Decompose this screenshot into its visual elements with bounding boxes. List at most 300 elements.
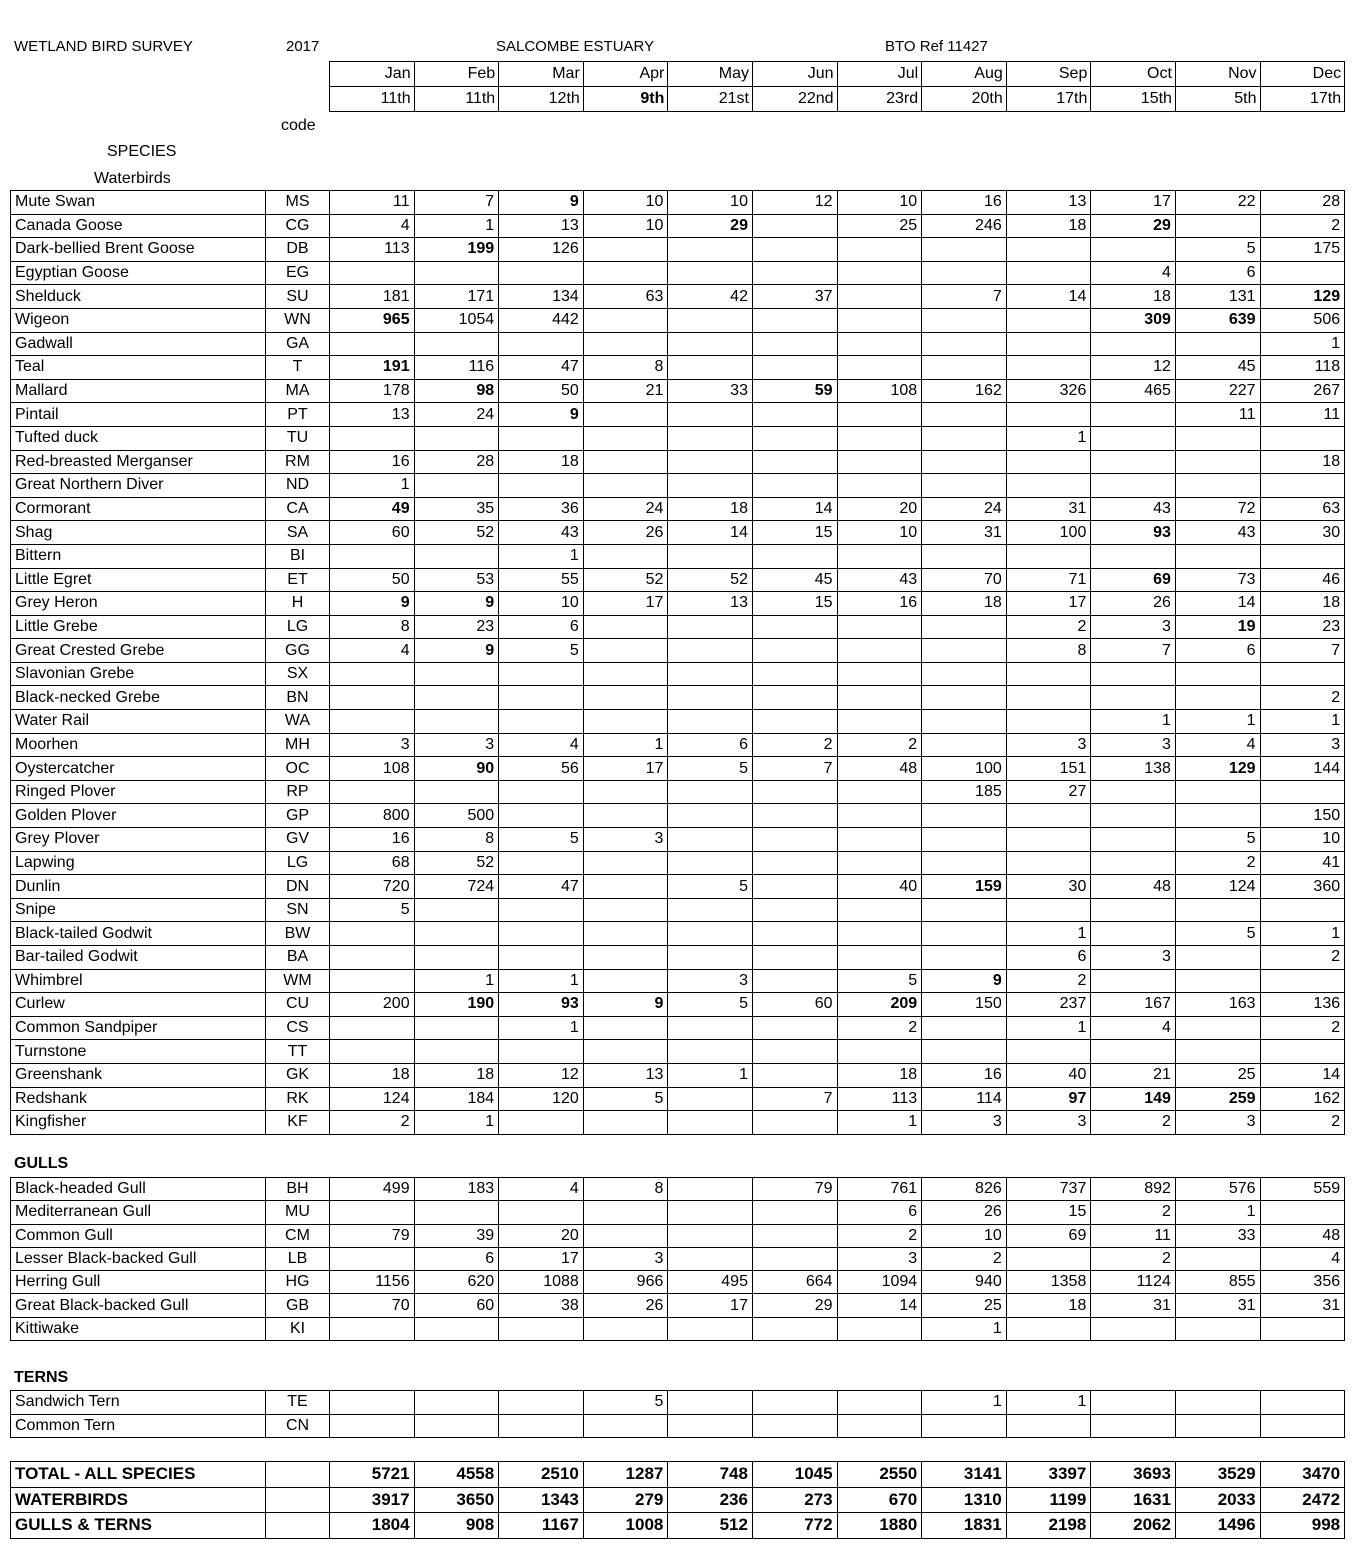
count-may <box>668 1414 753 1438</box>
species-code: MS <box>266 191 330 215</box>
count-dec: 2 <box>1260 1016 1345 1040</box>
count-oct: 3693 <box>1091 1462 1176 1488</box>
count-jul: 108 <box>837 379 922 403</box>
count-dec: 175 <box>1260 238 1345 262</box>
count-sep: 1 <box>1006 1391 1091 1415</box>
count-mar: 43 <box>499 521 584 545</box>
species-name: Redshank <box>11 1087 266 1111</box>
count-sep: 1358 <box>1006 1271 1091 1294</box>
terns-row-common-tern <box>11 1414 1345 1438</box>
count-jan: 191 <box>330 356 415 380</box>
species-name: Shelduck <box>11 285 266 309</box>
count-nov: 31 <box>1175 1294 1260 1317</box>
count-jun <box>752 356 837 380</box>
count-may <box>668 426 753 450</box>
species-name: Black-necked Grebe <box>11 686 266 710</box>
count-jul <box>837 1040 922 1064</box>
species-code: CM <box>266 1224 330 1247</box>
count-jun <box>752 1224 837 1247</box>
count-dec <box>1260 1040 1345 1064</box>
count-feb <box>414 922 499 946</box>
species-name: Kittiwake <box>11 1317 266 1340</box>
waterbirds-row-lapwing <box>11 851 1345 875</box>
count-nov <box>1175 474 1260 498</box>
count-oct: 21 <box>1091 1063 1176 1087</box>
species-code: GV <box>266 828 330 852</box>
count-jul: 43 <box>837 568 922 592</box>
species-code: BI <box>266 544 330 568</box>
count-apr: 279 <box>583 1487 668 1513</box>
count-mar: 1343 <box>499 1487 584 1513</box>
count-oct: 2062 <box>1091 1513 1176 1539</box>
species-code: RP <box>266 780 330 804</box>
count-sep <box>1006 898 1091 922</box>
count-jun <box>752 1317 837 1340</box>
count-nov: 124 <box>1175 875 1260 899</box>
count-apr <box>583 426 668 450</box>
count-sep: 17 <box>1006 592 1091 616</box>
species-code: SX <box>266 662 330 686</box>
count-apr: 26 <box>583 521 668 545</box>
count-oct <box>1091 450 1176 474</box>
count-sep: 71 <box>1006 568 1091 592</box>
count-jan <box>330 544 415 568</box>
count-aug: 1831 <box>922 1513 1007 1539</box>
count-may: 6 <box>668 733 753 757</box>
count-mar: 9 <box>499 191 584 215</box>
waterbirds-row-red-breasted-merganser <box>11 450 1345 474</box>
count-nov <box>1175 1016 1260 1040</box>
count-jan <box>330 1016 415 1040</box>
species-name: Mallard <box>11 379 266 403</box>
count-feb: 183 <box>414 1178 499 1201</box>
count-oct <box>1091 804 1176 828</box>
count-nov <box>1175 780 1260 804</box>
count-oct <box>1091 780 1176 804</box>
count-feb: 9 <box>414 639 499 663</box>
site-name: SALCOMBE ESTUARY <box>496 38 655 55</box>
count-apr <box>583 710 668 734</box>
count-nov: 576 <box>1175 1178 1260 1201</box>
count-mar: 4 <box>499 1178 584 1201</box>
count-oct: 3 <box>1091 615 1176 639</box>
species-name: Canada Goose <box>11 214 266 238</box>
count-feb: 500 <box>414 804 499 828</box>
date-jun: 22nd <box>752 87 837 112</box>
gulls-row-black-headed-gull <box>11 1178 1345 1201</box>
count-may <box>668 780 753 804</box>
count-apr: 21 <box>583 379 668 403</box>
species-code: MA <box>266 379 330 403</box>
count-aug <box>922 804 1007 828</box>
count-apr <box>583 1201 668 1224</box>
count-jun <box>752 238 837 262</box>
count-jun: 60 <box>752 993 837 1017</box>
count-dec: 18 <box>1260 450 1345 474</box>
species-code: GG <box>266 639 330 663</box>
waterbirds-row-bar-tailed-godwit <box>11 946 1345 970</box>
count-oct: 3 <box>1091 946 1176 970</box>
count-oct <box>1091 969 1176 993</box>
count-dec <box>1260 969 1345 993</box>
count-oct: 7 <box>1091 639 1176 663</box>
count-mar: 13 <box>499 214 584 238</box>
count-mar: 47 <box>499 356 584 380</box>
count-jul <box>837 544 922 568</box>
count-jul: 761 <box>837 1178 922 1201</box>
count-feb: 171 <box>414 285 499 309</box>
count-aug: 1310 <box>922 1487 1007 1513</box>
count-nov: 259 <box>1175 1087 1260 1111</box>
species-code <box>266 1487 330 1513</box>
count-mar: 56 <box>499 757 584 781</box>
count-apr: 26 <box>583 1294 668 1317</box>
count-jan: 1804 <box>330 1513 415 1539</box>
species-name: Great Crested Grebe <box>11 639 266 663</box>
count-oct <box>1091 403 1176 427</box>
count-jul: 2 <box>837 1224 922 1247</box>
count-nov <box>1175 426 1260 450</box>
count-jun <box>752 662 837 686</box>
count-aug: 185 <box>922 780 1007 804</box>
species-name: Lesser Black-backed Gull <box>11 1247 266 1270</box>
count-aug: 25 <box>922 1294 1007 1317</box>
count-nov <box>1175 450 1260 474</box>
bto-reference: BTO Ref 11427 <box>885 38 988 55</box>
waterbirds-row-teal <box>11 356 1345 380</box>
species-code: RM <box>266 450 330 474</box>
count-nov: 1496 <box>1175 1513 1260 1539</box>
species-code: CS <box>266 1016 330 1040</box>
count-oct <box>1091 332 1176 356</box>
count-oct: 465 <box>1091 379 1176 403</box>
month-header-table <box>329 61 1345 112</box>
count-may <box>668 922 753 946</box>
count-jan: 16 <box>330 828 415 852</box>
species-code: GA <box>266 332 330 356</box>
count-feb <box>414 1040 499 1064</box>
count-feb <box>414 946 499 970</box>
gulls-row-great-black-backed-gull <box>11 1294 1345 1317</box>
count-oct: 1631 <box>1091 1487 1176 1513</box>
count-may <box>668 828 753 852</box>
count-apr: 5 <box>583 1391 668 1415</box>
species-code: TT <box>266 1040 330 1064</box>
species-name: Little Grebe <box>11 615 266 639</box>
count-jul <box>837 804 922 828</box>
species-name: Shag <box>11 521 266 545</box>
species-code: DB <box>266 238 330 262</box>
species-name: Grey Plover <box>11 828 266 852</box>
count-sep: 151 <box>1006 757 1091 781</box>
count-apr <box>583 332 668 356</box>
count-may: 33 <box>668 379 753 403</box>
count-jan <box>330 1414 415 1438</box>
count-nov: 72 <box>1175 497 1260 521</box>
count-aug <box>922 851 1007 875</box>
count-apr: 966 <box>583 1271 668 1294</box>
count-may <box>668 450 753 474</box>
count-nov: 19 <box>1175 615 1260 639</box>
totals-row-gulls-and-terns <box>11 1513 1345 1539</box>
count-jul <box>837 1414 922 1438</box>
count-aug: 162 <box>922 379 1007 403</box>
count-feb <box>414 710 499 734</box>
count-mar: 1 <box>499 1016 584 1040</box>
species-name: Greenshank <box>11 1063 266 1087</box>
count-nov: 855 <box>1175 1271 1260 1294</box>
count-jan <box>330 1201 415 1224</box>
count-may <box>668 898 753 922</box>
count-jun <box>752 639 837 663</box>
count-nov: 5 <box>1175 922 1260 946</box>
count-aug: 114 <box>922 1087 1007 1111</box>
count-feb: 60 <box>414 1294 499 1317</box>
species-code: MU <box>266 1201 330 1224</box>
count-oct: 1124 <box>1091 1271 1176 1294</box>
count-jun: 59 <box>752 379 837 403</box>
count-jun: 273 <box>752 1487 837 1513</box>
count-jan: 68 <box>330 851 415 875</box>
count-aug: 3141 <box>922 1462 1007 1488</box>
month-oct: Oct <box>1091 62 1176 87</box>
count-apr <box>583 308 668 332</box>
count-jan: 70 <box>330 1294 415 1317</box>
count-dec <box>1260 1414 1345 1438</box>
count-sep <box>1006 828 1091 852</box>
count-nov <box>1175 946 1260 970</box>
waterbirds-row-black-necked-grebe <box>11 686 1345 710</box>
count-aug: 16 <box>922 1063 1007 1087</box>
count-jun <box>752 1063 837 1087</box>
count-sep: 326 <box>1006 379 1091 403</box>
species-name: Golden Plover <box>11 804 266 828</box>
count-mar <box>499 1317 584 1340</box>
count-jul <box>837 238 922 262</box>
count-jan: 200 <box>330 993 415 1017</box>
count-dec: 360 <box>1260 875 1345 899</box>
count-jun <box>752 686 837 710</box>
count-dec: 63 <box>1260 497 1345 521</box>
count-feb: 6 <box>414 1247 499 1270</box>
count-apr: 10 <box>583 191 668 215</box>
count-nov: 1 <box>1175 710 1260 734</box>
count-jan: 181 <box>330 285 415 309</box>
count-apr: 8 <box>583 1178 668 1201</box>
count-oct <box>1091 1317 1176 1340</box>
waterbirds-row-little-egret <box>11 568 1345 592</box>
species-name: Oystercatcher <box>11 757 266 781</box>
count-jun <box>752 969 837 993</box>
waterbirds-row-water-rail <box>11 710 1345 734</box>
count-feb: 1054 <box>414 308 499 332</box>
count-jan: 113 <box>330 238 415 262</box>
count-may <box>668 1178 753 1201</box>
count-jul: 14 <box>837 1294 922 1317</box>
species-name: Herring Gull <box>11 1271 266 1294</box>
waterbirds-row-common-sandpiper <box>11 1016 1345 1040</box>
count-dec: 150 <box>1260 804 1345 828</box>
count-apr <box>583 686 668 710</box>
waterbirds-label: Waterbirds <box>94 170 171 187</box>
count-feb: 3650 <box>414 1487 499 1513</box>
count-apr <box>583 615 668 639</box>
count-jul <box>837 1317 922 1340</box>
count-jun <box>752 1040 837 1064</box>
count-jul: 1094 <box>837 1271 922 1294</box>
waterbirds-row-whimbrel <box>11 969 1345 993</box>
species-code: HG <box>266 1271 330 1294</box>
count-apr <box>583 804 668 828</box>
count-jul <box>837 356 922 380</box>
count-sep: 2 <box>1006 615 1091 639</box>
count-may: 3 <box>668 969 753 993</box>
count-aug <box>922 450 1007 474</box>
count-jun <box>752 474 837 498</box>
count-mar: 120 <box>499 1087 584 1111</box>
count-nov: 11 <box>1175 403 1260 427</box>
species-code <box>266 1462 330 1488</box>
count-mar: 1167 <box>499 1513 584 1539</box>
count-apr <box>583 1016 668 1040</box>
count-aug: 826 <box>922 1178 1007 1201</box>
waterbirds-row-cormorant <box>11 497 1345 521</box>
date-apr: 9th <box>583 87 668 112</box>
count-jan: 49 <box>330 497 415 521</box>
count-jul <box>837 898 922 922</box>
count-jul <box>837 710 922 734</box>
count-jan: 800 <box>330 804 415 828</box>
count-aug: 70 <box>922 568 1007 592</box>
species-name: WATERBIRDS <box>11 1487 266 1513</box>
count-sep <box>1006 261 1091 285</box>
waterbirds-row-golden-plover <box>11 804 1345 828</box>
count-jul: 2 <box>837 733 922 757</box>
count-sep <box>1006 1414 1091 1438</box>
count-apr: 17 <box>583 592 668 616</box>
count-feb <box>414 1317 499 1340</box>
species-name: Mute Swan <box>11 191 266 215</box>
count-nov: 25 <box>1175 1063 1260 1087</box>
count-may <box>668 1224 753 1247</box>
count-oct: 149 <box>1091 1087 1176 1111</box>
count-jun: 15 <box>752 521 837 545</box>
waterbirds-row-shag <box>11 521 1345 545</box>
waterbirds-row-turnstone <box>11 1040 1345 1064</box>
species-code: GB <box>266 1294 330 1317</box>
count-aug: 1 <box>922 1391 1007 1415</box>
species-code: SU <box>266 285 330 309</box>
count-apr <box>583 922 668 946</box>
count-nov: 73 <box>1175 568 1260 592</box>
count-apr: 63 <box>583 285 668 309</box>
count-feb <box>414 1414 499 1438</box>
count-apr <box>583 1414 668 1438</box>
count-mar <box>499 474 584 498</box>
count-sep: 13 <box>1006 191 1091 215</box>
count-oct <box>1091 1414 1176 1438</box>
count-mar <box>499 426 584 450</box>
month-nov: Nov <box>1175 62 1260 87</box>
count-sep: 3 <box>1006 733 1091 757</box>
count-dec: 2 <box>1260 214 1345 238</box>
species-name: Water Rail <box>11 710 266 734</box>
count-apr <box>583 544 668 568</box>
count-jun <box>752 1201 837 1224</box>
count-may <box>668 308 753 332</box>
count-aug <box>922 922 1007 946</box>
species-name: Little Egret <box>11 568 266 592</box>
count-sep: 2 <box>1006 969 1091 993</box>
count-jun <box>752 1111 837 1135</box>
count-oct <box>1091 426 1176 450</box>
count-feb: 24 <box>414 403 499 427</box>
count-feb <box>414 1016 499 1040</box>
waterbirds-row-dark-bellied-brent-goose <box>11 238 1345 262</box>
count-oct <box>1091 238 1176 262</box>
count-nov: 3 <box>1175 1111 1260 1135</box>
count-oct: 3 <box>1091 733 1176 757</box>
waterbirds-row-shelduck <box>11 285 1345 309</box>
count-jun: 14 <box>752 497 837 521</box>
count-may <box>668 1087 753 1111</box>
count-feb <box>414 544 499 568</box>
count-sep <box>1006 851 1091 875</box>
gulls-heading: GULLS <box>14 1155 69 1172</box>
date-jul: 23rd <box>837 87 922 112</box>
species-name: Snipe <box>11 898 266 922</box>
count-sep <box>1006 308 1091 332</box>
species-name: Bittern <box>11 544 266 568</box>
count-feb: 52 <box>414 521 499 545</box>
count-jul: 113 <box>837 1087 922 1111</box>
count-feb <box>414 426 499 450</box>
count-mar: 1088 <box>499 1271 584 1294</box>
count-dec: 1 <box>1260 922 1345 946</box>
count-apr: 5 <box>583 1087 668 1111</box>
gulls-row-common-gull <box>11 1224 1345 1247</box>
count-sep: 31 <box>1006 497 1091 521</box>
species-name: TOTAL - ALL SPECIES <box>11 1462 266 1488</box>
terns-row-sandwich-tern <box>11 1391 1345 1415</box>
count-sep <box>1006 450 1091 474</box>
count-dec: 30 <box>1260 521 1345 545</box>
count-may <box>668 1201 753 1224</box>
count-feb <box>414 474 499 498</box>
count-mar: 18 <box>499 450 584 474</box>
count-jun <box>752 214 837 238</box>
count-jul <box>837 1391 922 1415</box>
waterbirds-row-mallard <box>11 379 1345 403</box>
count-may: 5 <box>668 757 753 781</box>
count-mar: 1 <box>499 544 584 568</box>
count-jun <box>752 804 837 828</box>
count-aug <box>922 898 1007 922</box>
count-oct <box>1091 662 1176 686</box>
month-jun: Jun <box>752 62 837 87</box>
count-jan: 13 <box>330 403 415 427</box>
species-label: SPECIES <box>107 143 177 160</box>
count-nov <box>1175 898 1260 922</box>
count-nov: 131 <box>1175 285 1260 309</box>
count-mar: 47 <box>499 875 584 899</box>
waterbirds-row-moorhen <box>11 733 1345 757</box>
count-dec: 3470 <box>1260 1462 1345 1488</box>
count-sep: 1 <box>1006 922 1091 946</box>
species-code: ET <box>266 568 330 592</box>
count-feb: 7 <box>414 191 499 215</box>
count-jun <box>752 1247 837 1270</box>
